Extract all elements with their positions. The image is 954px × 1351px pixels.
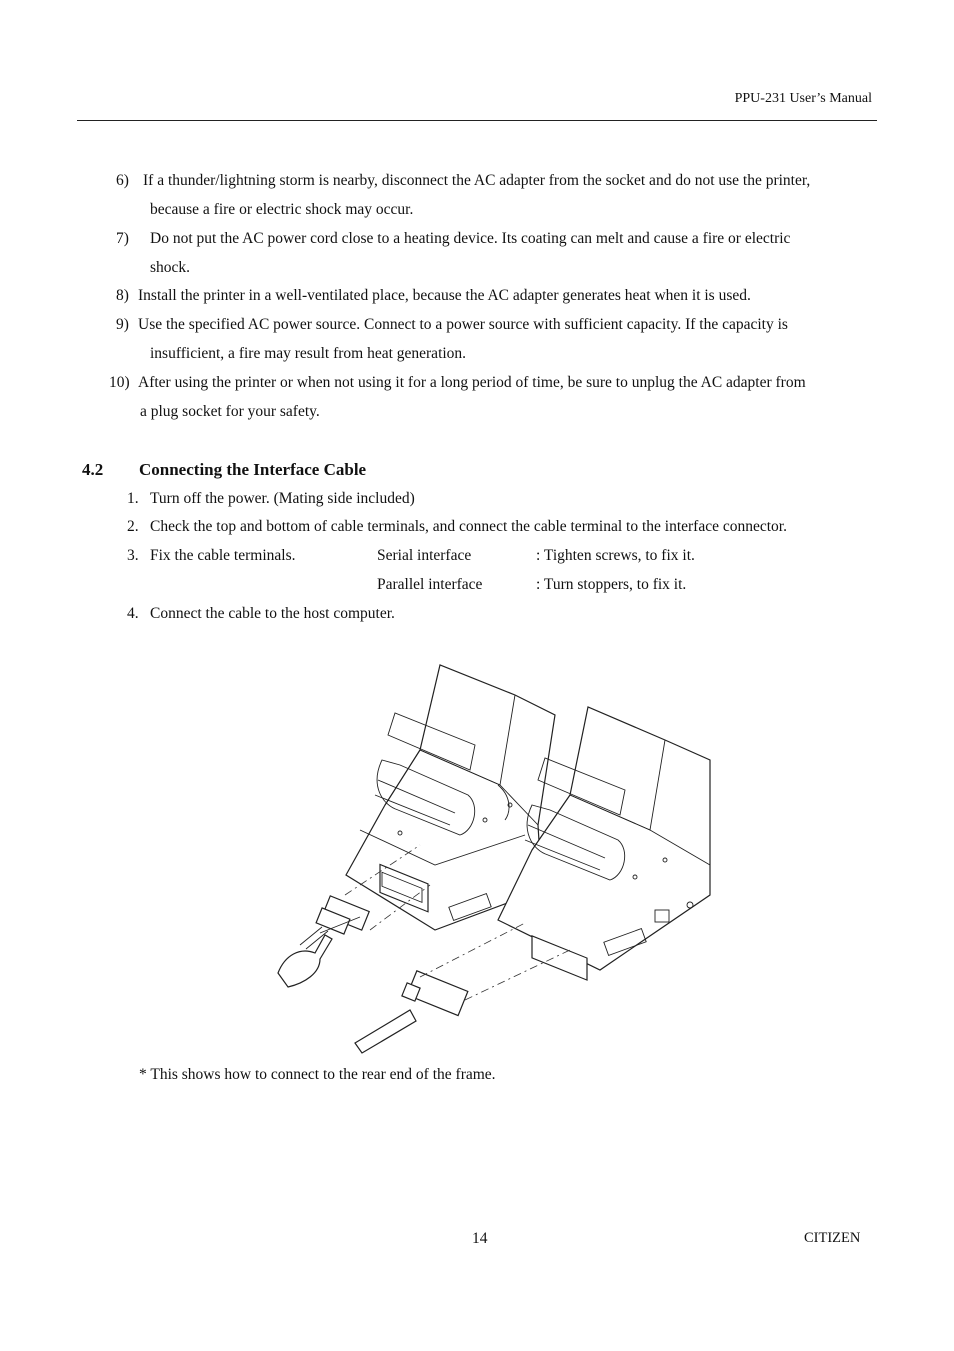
caution-text: Use the specified AC power source. Connect to a power source with sufficient capacity. If the capacity is — [138, 316, 788, 333]
printer-cable-illustration — [270, 655, 730, 1055]
step-number: 1. — [127, 490, 139, 507]
interface-action: : Turn stoppers, to fix it. — [536, 576, 687, 593]
caution-number: 6) — [116, 172, 129, 189]
caution-text-cont: insufficient, a fire may result from heat generation. — [150, 345, 467, 362]
header-rule — [77, 120, 877, 121]
figure-caption: * This shows how to connect to the rear end of the frame. — [139, 1066, 496, 1083]
caution-number: 10) — [109, 374, 130, 391]
interface-name: Parallel interface — [377, 576, 483, 593]
page-number: 14 — [472, 1230, 488, 1247]
running-header: PPU-231 User’s Manual — [734, 91, 872, 106]
step-text: Connect the cable to the host computer. — [150, 605, 395, 622]
section-number: 4.2 — [82, 460, 104, 479]
step-number: 3. — [127, 547, 139, 564]
section-title: Connecting the Interface Cable — [139, 460, 367, 479]
interface-action: : Tighten screws, to fix it. — [536, 547, 695, 564]
caution-text: If a thunder/lightning storm is nearby, disconnect the AC adapter from the socket and do not use the printer, — [143, 172, 811, 189]
caution-text: Do not put the AC power cord close to a heating device. Its coating can melt and cause a fire or electric — [150, 230, 791, 247]
caution-number: 8) — [116, 287, 129, 304]
interface-name: Serial interface — [377, 547, 472, 564]
step-text: Turn off the power. (Mating side included) — [150, 490, 415, 507]
footer-brand: CITIZEN — [804, 1230, 861, 1246]
caution-number: 9) — [116, 316, 129, 333]
caution-text-cont: a plug socket for your safety. — [140, 403, 320, 420]
caution-text-cont: because a fire or electric shock may occur. — [150, 201, 414, 218]
step-text: Fix the cable terminals. — [150, 547, 296, 564]
caution-text: Install the printer in a well-ventilated place, because the AC adapter generates heat when it is used. — [138, 287, 751, 304]
step-text: Check the top and bottom of cable terminals, and connect the cable terminal to the interface connector. — [150, 518, 787, 535]
caution-text: After using the printer or when not using it for a long period of time, be sure to unplug the AC adapter from — [138, 374, 806, 391]
step-number: 2. — [127, 518, 139, 535]
caution-text-cont: shock. — [150, 259, 191, 276]
step-number: 4. — [127, 605, 139, 622]
caution-number: 7) — [116, 230, 129, 247]
